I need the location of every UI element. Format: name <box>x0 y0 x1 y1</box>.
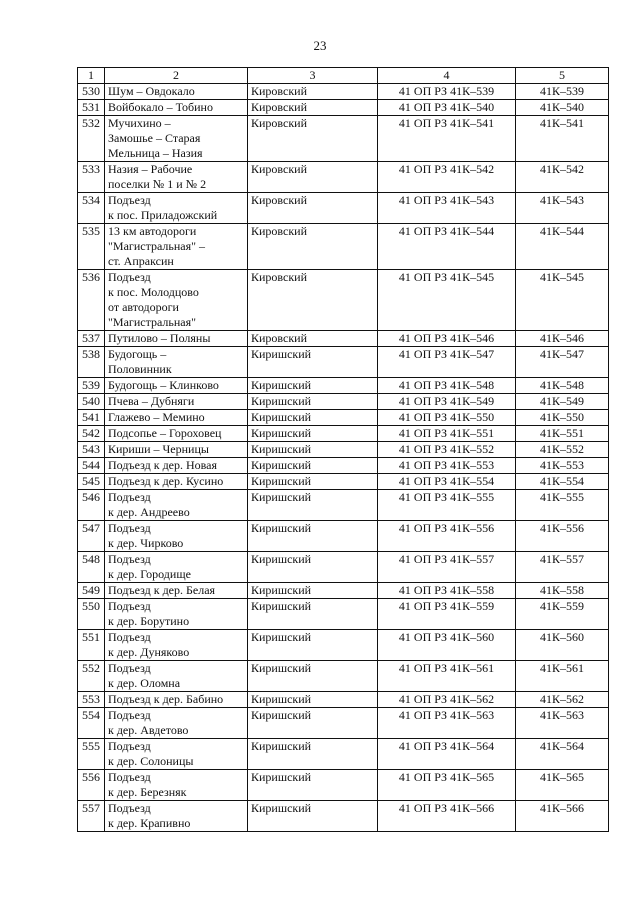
district-cell: Кировский <box>248 100 378 116</box>
road-name-cell: Подъезд к дер. Оломна <box>105 661 248 692</box>
table-row <box>78 442 609 458</box>
road-name-cell: Подъезд к дер. Белая <box>105 583 248 599</box>
table-row <box>78 552 609 583</box>
district-cell: Кировский <box>248 193 378 224</box>
table-row <box>78 739 609 770</box>
row-number-cell: 556 <box>78 770 105 801</box>
registration-number-cell: 41К–560 <box>516 630 609 661</box>
registration-number-cell: 41К–553 <box>516 458 609 474</box>
identification-number-cell: 41 ОП РЗ 41К–564 <box>378 739 516 770</box>
district-cell: Кировский <box>248 224 378 270</box>
registration-number-cell: 41К–557 <box>516 552 609 583</box>
identification-number-cell: 41 ОП РЗ 41К–543 <box>378 193 516 224</box>
identification-number-cell: 41 ОП РЗ 41К–561 <box>378 661 516 692</box>
road-name-cell: Подъезд к дер. Дуняково <box>105 630 248 661</box>
district-cell: Киришский <box>248 521 378 552</box>
table-row <box>78 583 609 599</box>
road-name-cell: Назия – Рабочие поселки № 1 и № 2 <box>105 162 248 193</box>
registration-number-cell: 41К–544 <box>516 224 609 270</box>
district-cell: Киришский <box>248 426 378 442</box>
identification-number-cell: 41 ОП РЗ 41К–549 <box>378 394 516 410</box>
row-number-cell: 544 <box>78 458 105 474</box>
row-number-cell: 552 <box>78 661 105 692</box>
table-row <box>78 801 609 832</box>
row-number-cell: 548 <box>78 552 105 583</box>
registration-number-cell: 41К–561 <box>516 661 609 692</box>
identification-number-cell: 41 ОП РЗ 41К–555 <box>378 490 516 521</box>
district-cell: Кировский <box>248 116 378 162</box>
road-name-cell: Подъезд к дер. Новая <box>105 458 248 474</box>
road-name-cell: Мучихино – Замошье – Старая Мельница – Назия <box>105 116 248 162</box>
identification-number-cell: 41 ОП РЗ 41К–553 <box>378 458 516 474</box>
identification-number-cell: 41 ОП РЗ 41К–545 <box>378 270 516 331</box>
district-cell: Киришский <box>248 394 378 410</box>
registration-number-cell: 41К–554 <box>516 474 609 490</box>
identification-number-cell: 41 ОП РЗ 41К–544 <box>378 224 516 270</box>
district-cell: Киришский <box>248 442 378 458</box>
identification-number-cell: 41 ОП РЗ 41К–546 <box>378 331 516 347</box>
road-name-cell: Кириши – Черницы <box>105 442 248 458</box>
road-name-cell: Подъезд к дер. Авдетово <box>105 708 248 739</box>
district-cell: Киришский <box>248 630 378 661</box>
row-number-cell: 551 <box>78 630 105 661</box>
identification-number-cell: 41 ОП РЗ 41К–548 <box>378 378 516 394</box>
table-row <box>78 394 609 410</box>
road-name-cell: Подъезд к пос. Приладожский <box>105 193 248 224</box>
district-cell: Кировский <box>248 331 378 347</box>
table-row <box>78 458 609 474</box>
identification-number-cell: 41 ОП РЗ 41К–558 <box>378 583 516 599</box>
row-number-cell: 542 <box>78 426 105 442</box>
road-name-cell: Подъезд к дер. Городище <box>105 552 248 583</box>
table-row <box>78 630 609 661</box>
row-number-cell: 546 <box>78 490 105 521</box>
registration-number-cell: 41К–542 <box>516 162 609 193</box>
road-name-cell: Подъезд к дер. Березняк <box>105 770 248 801</box>
row-number-cell: 555 <box>78 739 105 770</box>
identification-number-cell: 41 ОП РЗ 41К–550 <box>378 410 516 426</box>
road-name-cell: Подъезд к дер. Андреево <box>105 490 248 521</box>
road-name-cell: 13 км автодороги "Магистральная" – ст. Апраксин <box>105 224 248 270</box>
registration-number-cell: 41К–543 <box>516 193 609 224</box>
road-name-cell: Путилово – Поляны <box>105 331 248 347</box>
row-number-cell: 550 <box>78 599 105 630</box>
road-name-cell: Подъезд к пос. Молодцово от автодороги "Магистральная" <box>105 270 248 331</box>
table-row <box>78 331 609 347</box>
road-name-cell: Подъезд к дер. Кусино <box>105 474 248 490</box>
table-row <box>78 770 609 801</box>
road-name-cell: Подъезд к дер. Чирково <box>105 521 248 552</box>
table-row <box>78 599 609 630</box>
table-row <box>78 378 609 394</box>
registration-number-cell: 41К–566 <box>516 801 609 832</box>
row-number-cell: 530 <box>78 84 105 100</box>
row-number-cell: 531 <box>78 100 105 116</box>
table-header-row <box>78 68 609 84</box>
registration-number-cell: 41К–559 <box>516 599 609 630</box>
row-number-cell: 540 <box>78 394 105 410</box>
table-row <box>78 162 609 193</box>
identification-number-cell: 41 ОП РЗ 41К–539 <box>378 84 516 100</box>
table-row <box>78 100 609 116</box>
row-number-cell: 535 <box>78 224 105 270</box>
row-number-cell: 537 <box>78 331 105 347</box>
district-cell: Кировский <box>248 84 378 100</box>
identification-number-cell: 41 ОП РЗ 41К–565 <box>378 770 516 801</box>
table-row <box>78 84 609 100</box>
roads-table <box>77 67 609 832</box>
road-name-cell: Войбокало – Тобино <box>105 100 248 116</box>
table-row <box>78 426 609 442</box>
table-row <box>78 224 609 270</box>
identification-number-cell: 41 ОП РЗ 41К–556 <box>378 521 516 552</box>
table-row <box>78 116 609 162</box>
table-row <box>78 193 609 224</box>
registration-number-cell: 41К–564 <box>516 739 609 770</box>
road-name-cell: Пчева – Дубняги <box>105 394 248 410</box>
registration-number-cell: 41К–558 <box>516 583 609 599</box>
road-name-cell: Подъезд к дер. Крапивно <box>105 801 248 832</box>
registration-number-cell: 41К–565 <box>516 770 609 801</box>
road-name-cell: Глажево – Мемино <box>105 410 248 426</box>
row-number-cell: 541 <box>78 410 105 426</box>
row-number-cell: 545 <box>78 474 105 490</box>
identification-number-cell: 41 ОП РЗ 41К–560 <box>378 630 516 661</box>
registration-number-cell: 41К–546 <box>516 331 609 347</box>
identification-number-cell: 41 ОП РЗ 41К–554 <box>378 474 516 490</box>
district-cell: Киришский <box>248 490 378 521</box>
district-cell: Киришский <box>248 770 378 801</box>
road-name-cell: Подъезд к дер. Борутино <box>105 599 248 630</box>
road-name-cell: Подсопье – Гороховец <box>105 426 248 442</box>
row-number-cell: 549 <box>78 583 105 599</box>
row-number-cell: 557 <box>78 801 105 832</box>
registration-number-cell: 41К–551 <box>516 426 609 442</box>
registration-number-cell: 41К–539 <box>516 84 609 100</box>
registration-number-cell: 41К–555 <box>516 490 609 521</box>
district-cell: Киришский <box>248 347 378 378</box>
district-cell: Киришский <box>248 474 378 490</box>
district-cell: Киришский <box>248 692 378 708</box>
row-number-cell: 533 <box>78 162 105 193</box>
identification-number-cell: 41 ОП РЗ 41К–552 <box>378 442 516 458</box>
district-cell: Киришский <box>248 458 378 474</box>
row-number-cell: 554 <box>78 708 105 739</box>
registration-number-cell: 41К–563 <box>516 708 609 739</box>
identification-number-cell: 41 ОП РЗ 41К–541 <box>378 116 516 162</box>
registration-number-cell: 41К–552 <box>516 442 609 458</box>
district-cell: Киришский <box>248 739 378 770</box>
registration-number-cell: 41К–540 <box>516 100 609 116</box>
registration-number-cell: 41К–556 <box>516 521 609 552</box>
identification-number-cell: 41 ОП РЗ 41К–562 <box>378 692 516 708</box>
district-cell: Киришский <box>248 801 378 832</box>
identification-number-cell: 41 ОП РЗ 41К–559 <box>378 599 516 630</box>
identification-number-cell: 41 ОП РЗ 41К–542 <box>378 162 516 193</box>
row-number-cell: 543 <box>78 442 105 458</box>
row-number-cell: 538 <box>78 347 105 378</box>
column-header-3: 3 <box>248 68 378 84</box>
table-row <box>78 692 609 708</box>
table-row <box>78 661 609 692</box>
road-name-cell: Будогощь – Половинник <box>105 347 248 378</box>
table-row <box>78 490 609 521</box>
road-name-cell: Подъезд к дер. Бабино <box>105 692 248 708</box>
row-number-cell: 536 <box>78 270 105 331</box>
column-header-1: 1 <box>78 68 105 84</box>
identification-number-cell: 41 ОП РЗ 41К–557 <box>378 552 516 583</box>
table-row <box>78 521 609 552</box>
identification-number-cell: 41 ОП РЗ 41К–547 <box>378 347 516 378</box>
row-number-cell: 532 <box>78 116 105 162</box>
district-cell: Киришский <box>248 661 378 692</box>
table-row <box>78 347 609 378</box>
registration-number-cell: 41К–549 <box>516 394 609 410</box>
table-row <box>78 708 609 739</box>
district-cell: Кировский <box>248 162 378 193</box>
row-number-cell: 553 <box>78 692 105 708</box>
registration-number-cell: 41К–541 <box>516 116 609 162</box>
column-header-2: 2 <box>105 68 248 84</box>
row-number-cell: 547 <box>78 521 105 552</box>
table-row <box>78 270 609 331</box>
registration-number-cell: 41К–548 <box>516 378 609 394</box>
district-cell: Киришский <box>248 583 378 599</box>
column-header-4: 4 <box>378 68 516 84</box>
identification-number-cell: 41 ОП РЗ 41К–566 <box>378 801 516 832</box>
registration-number-cell: 41К–562 <box>516 692 609 708</box>
registration-number-cell: 41К–545 <box>516 270 609 331</box>
district-cell: Киришский <box>248 552 378 583</box>
row-number-cell: 534 <box>78 193 105 224</box>
district-cell: Киришский <box>248 378 378 394</box>
table-row <box>78 410 609 426</box>
district-cell: Кировский <box>248 270 378 331</box>
registration-number-cell: 41К–550 <box>516 410 609 426</box>
identification-number-cell: 41 ОП РЗ 41К–551 <box>378 426 516 442</box>
column-header-5: 5 <box>516 68 609 84</box>
district-cell: Киришский <box>248 410 378 426</box>
road-name-cell: Шум – Овдокало <box>105 84 248 100</box>
district-cell: Киришский <box>248 599 378 630</box>
page-number: 23 <box>313 38 327 53</box>
table-row <box>78 474 609 490</box>
district-cell: Киришский <box>248 708 378 739</box>
row-number-cell: 539 <box>78 378 105 394</box>
road-name-cell: Подъезд к дер. Солоницы <box>105 739 248 770</box>
road-name-cell: Будогощь – Клинково <box>105 378 248 394</box>
registration-number-cell: 41К–547 <box>516 347 609 378</box>
table-body <box>78 84 609 832</box>
identification-number-cell: 41 ОП РЗ 41К–563 <box>378 708 516 739</box>
identification-number-cell: 41 ОП РЗ 41К–540 <box>378 100 516 116</box>
